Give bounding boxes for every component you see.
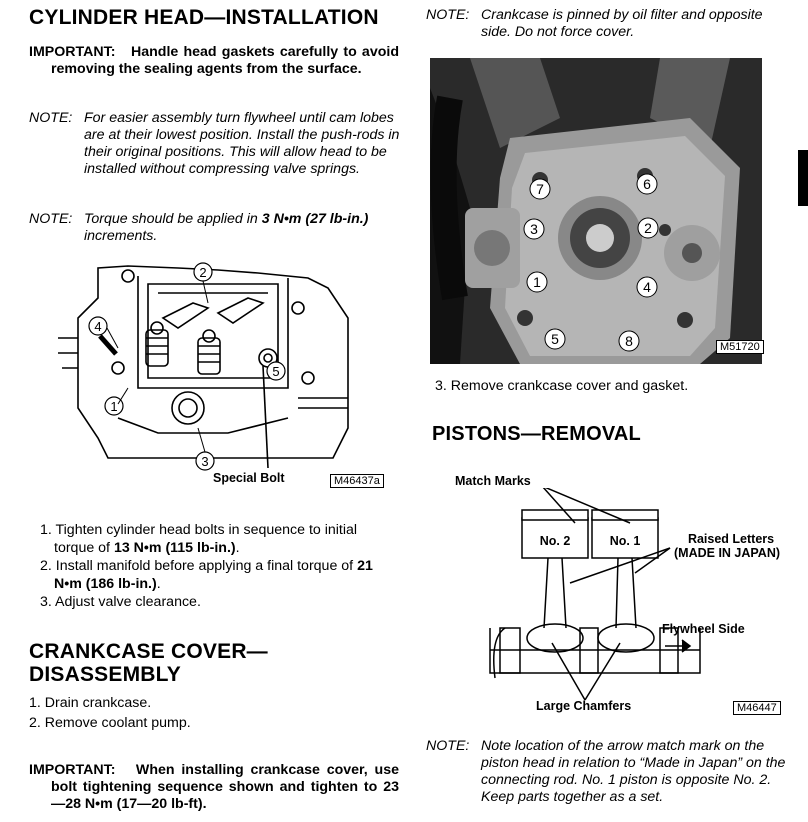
important-gaskets [29,44,399,78]
callout-3: 3 [201,454,209,469]
raised-letters-label: Raised Letters (MADE IN JAPAN) [674,532,781,560]
important-text: Handle head gaskets carefully to avoid removing the sealing agents from the surface. [51,44,399,77]
note-torque [29,211,401,245]
photo-callout-3: 3 [530,221,538,237]
torque-21: 21 N•m (186 lb-in.) [54,558,373,592]
photo-callout-7: 7 [536,181,544,197]
important-label: IMPORTANT: [29,44,116,60]
step-2: 2. Install manifold before applying a final torque of 21 N•m (186 lb-in.). [40,558,373,592]
figure-code-m46437a: M46437a [330,474,384,488]
heading-line-1: CRANKCASE COVER— [29,640,268,663]
large-chamfers-label: Large Chamfers [536,699,632,713]
pistons-diagram [470,488,770,708]
important-crankcase [29,762,399,813]
special-bolt-label: Special Bolt [213,471,285,485]
piston-no1-label: No. 1 [609,534,641,548]
important-text: When installing crankcase cover, use bolt tightening sequence shown and tighten to 23—28 N•m (17—20 lb-ft). [51,762,399,812]
note-crankcase-pinned [426,7,796,41]
note-label: NOTE: [426,738,470,754]
crankcase-cover-photo [430,58,762,364]
note-text-end: increments. [84,228,158,244]
photo-callout-2: 2 [644,220,652,236]
note-text: Note location of the arrow match mark on the piston head in relation to “Made in Japan” on the connecting rod. No. 1 piston is opposite No. 2. Keep parts together as a set. [481,738,786,805]
torque-13: 13 N•m (115 lb-in.) [113,540,236,556]
important-label: IMPORTANT: [29,762,116,778]
callout-2: 2 [199,265,207,280]
step-1: 1. Tighten cylinder head bolts in sequence to initial torque of 13 N•m (115 lb-in.). [40,522,358,556]
made-in-japan-label: (MADE IN JAPAN) [674,546,781,560]
heading-pistons-removal: PISTONS—REMOVAL [432,423,641,445]
heading-line-2: DISASSEMBLY [29,663,181,686]
flywheel-side-label: Flywheel Side [662,622,745,636]
callout-1: 1 [110,399,118,414]
cylinder-head-diagram [58,258,388,492]
step-3: 3. Adjust valve clearance. [40,594,201,610]
step-drain: 1. Drain crankcase. [29,695,152,711]
note-label: NOTE: [29,110,73,126]
note-label: NOTE: [426,7,470,23]
figure-code-m46447: M46447 [733,701,781,715]
heading-cylinder-head-installation: CYLINDER HEAD—INSTALLATION [29,6,379,29]
note-label: NOTE: [29,211,73,227]
section-tab-marker [798,150,808,206]
note-text: For easier assembly turn flywheel until cam lobes are at their lowest position. Install the push-rods in their original positions. This will allow head to be installed without compressing valve springs. [84,110,400,177]
step-coolant: 2. Remove coolant pump. [29,715,191,731]
figure-code-m51720: M51720 [716,340,764,354]
heading-crankcase-cover [29,640,268,686]
photo-callout-6: 6 [643,176,651,192]
note-flywheel [29,110,401,178]
note-text: Torque should be applied in [84,211,262,227]
note-torque-value: 3 N•m (27 lb-in.) [261,211,369,227]
callout-5: 5 [272,364,280,379]
callout-4: 4 [94,319,102,334]
crankcase-steps [29,694,191,732]
photo-callout-5: 5 [551,331,559,347]
piston-no2-label: No. 2 [539,534,571,548]
photo-callout-1: 1 [533,274,541,290]
photo-callout-4: 4 [643,279,651,295]
note-text: Crankcase is pinned by oil filter and opposite side. Do not force cover. [481,7,763,40]
tighten-steps [40,521,390,611]
photo-callout-8: 8 [625,333,633,349]
step-remove-cover: 3. Remove crankcase cover and gasket. [435,378,689,394]
note-match-mark [426,738,798,806]
match-marks-label: Match Marks [455,474,531,488]
